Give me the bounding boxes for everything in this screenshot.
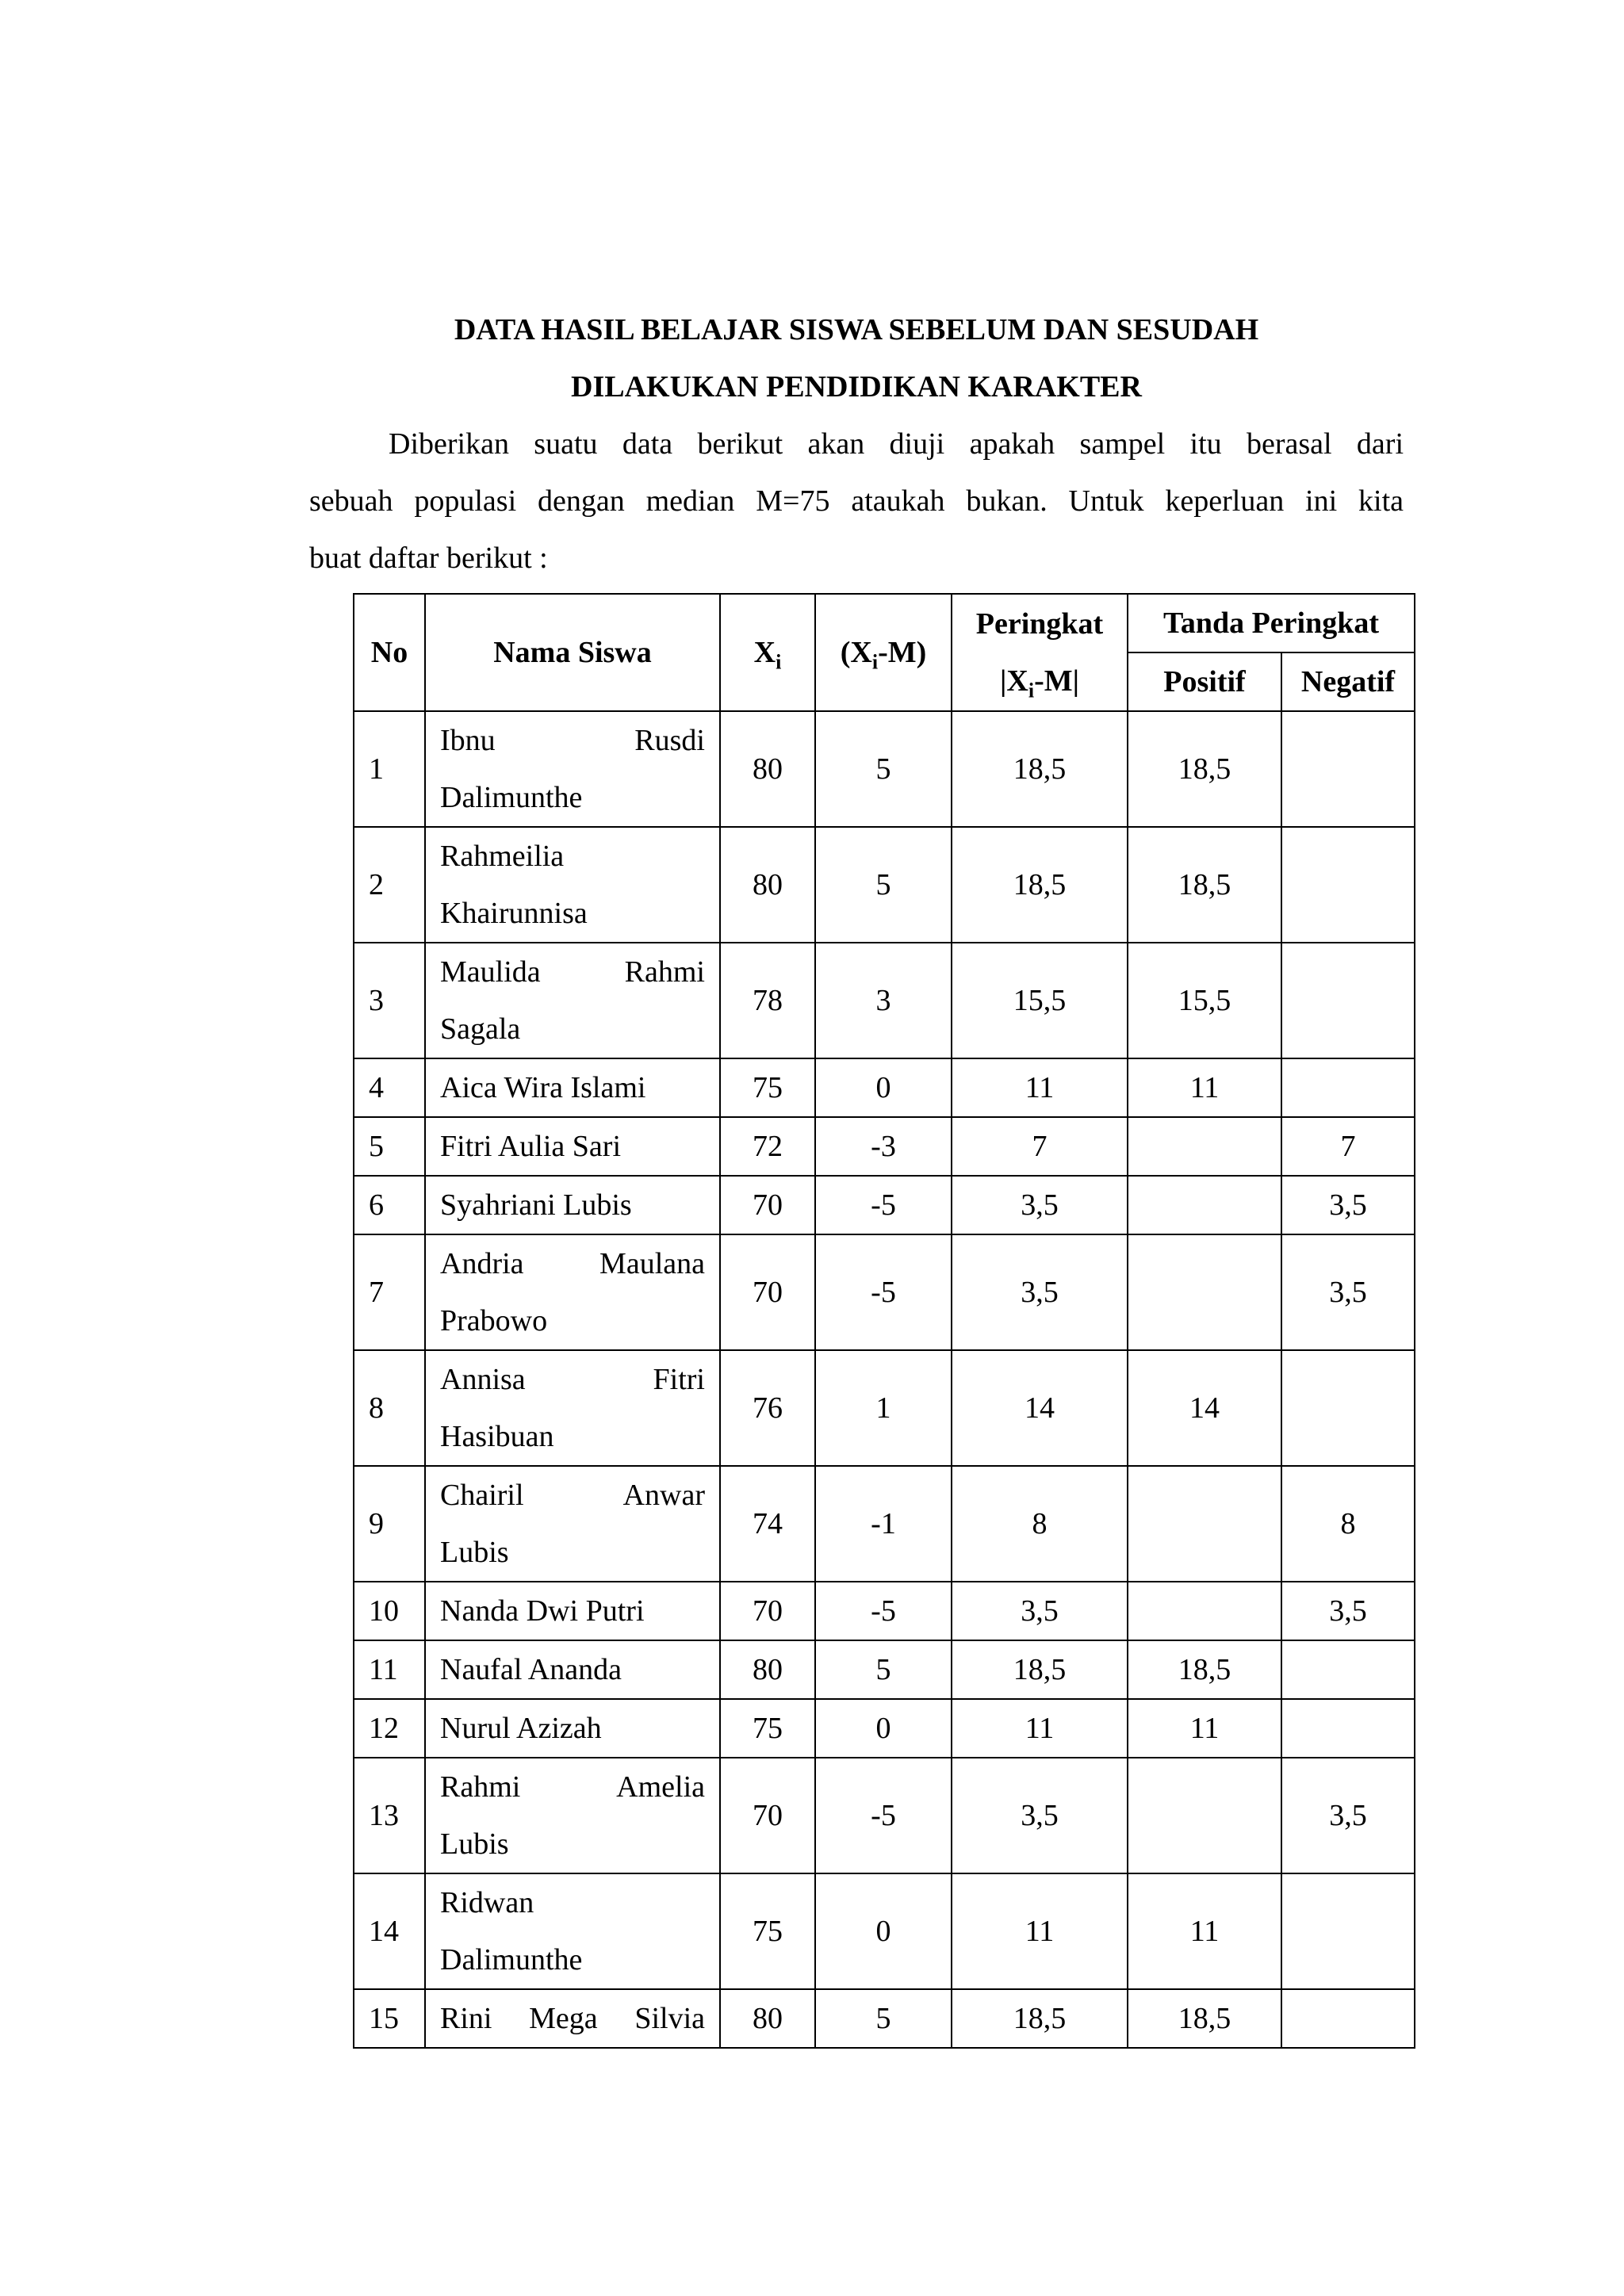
cell-negative: 3,5 bbox=[1281, 1234, 1415, 1350]
cell-no: 7 bbox=[354, 1234, 425, 1350]
cell-student-name bbox=[425, 711, 720, 827]
cell-no: 3 bbox=[354, 943, 425, 1058]
cell-rank: 18,5 bbox=[952, 711, 1128, 827]
cell-no: 12 bbox=[354, 1699, 425, 1758]
cell-student-name bbox=[425, 1873, 720, 1989]
table-row bbox=[354, 943, 1415, 1058]
cell-deviation: 0 bbox=[815, 1873, 952, 1989]
cell-student-name bbox=[425, 1350, 720, 1466]
table-row bbox=[354, 1758, 1415, 1873]
cell-positive bbox=[1128, 1117, 1281, 1176]
cell-xi: 80 bbox=[720, 1640, 815, 1699]
cell-xi: 78 bbox=[720, 943, 815, 1058]
cell-deviation: 5 bbox=[815, 711, 952, 827]
cell-xi: 70 bbox=[720, 1234, 815, 1350]
cell-rank: 14 bbox=[952, 1350, 1128, 1466]
cell-xi: 70 bbox=[720, 1582, 815, 1640]
cell-negative: 8 bbox=[1281, 1466, 1415, 1582]
student-name-line-2: Khairunnisa bbox=[440, 897, 588, 930]
header-no: No bbox=[354, 594, 425, 711]
cell-positive: 11 bbox=[1128, 1699, 1281, 1758]
student-name-line-2: Sagala bbox=[440, 1012, 521, 1046]
cell-xi: 75 bbox=[720, 1699, 815, 1758]
student-name-line-1: Annisa Fitri bbox=[440, 1363, 705, 1396]
cell-rank: 3,5 bbox=[952, 1176, 1128, 1234]
cell-student-name bbox=[425, 943, 720, 1058]
cell-positive: 18,5 bbox=[1128, 1989, 1281, 2048]
table-row bbox=[354, 827, 1415, 943]
student-name-line-1: Andria Maulana bbox=[440, 1247, 705, 1280]
cell-xi: 72 bbox=[720, 1117, 815, 1176]
cell-deviation: 5 bbox=[815, 827, 952, 943]
cell-xi: 70 bbox=[720, 1176, 815, 1234]
cell-student-name bbox=[425, 1466, 720, 1582]
cell-positive: 15,5 bbox=[1128, 943, 1281, 1058]
cell-student-name bbox=[425, 1582, 720, 1640]
cell-xi: 80 bbox=[720, 827, 815, 943]
cell-xi: 75 bbox=[720, 1058, 815, 1117]
cell-no: 1 bbox=[354, 711, 425, 827]
table-row bbox=[354, 1176, 1415, 1234]
cell-rank: 18,5 bbox=[952, 1640, 1128, 1699]
student-name-line-1: Ibnu Rusdi bbox=[440, 724, 705, 757]
table-row bbox=[354, 1350, 1415, 1466]
cell-positive: 14 bbox=[1128, 1350, 1281, 1466]
cell-rank: 8 bbox=[952, 1466, 1128, 1582]
cell-deviation: 0 bbox=[815, 1058, 952, 1117]
student-name-line-1: Maulida Rahmi bbox=[440, 955, 705, 989]
cell-rank: 3,5 bbox=[952, 1582, 1128, 1640]
table-row bbox=[354, 1466, 1415, 1582]
table-row bbox=[354, 1582, 1415, 1640]
cell-deviation: 1 bbox=[815, 1350, 952, 1466]
student-name-line-2: Lubis bbox=[440, 1536, 509, 1569]
cell-deviation: -3 bbox=[815, 1117, 952, 1176]
table-row bbox=[354, 1699, 1415, 1758]
cell-positive bbox=[1128, 1234, 1281, 1350]
table-row bbox=[354, 711, 1415, 827]
cell-student-name bbox=[425, 1758, 720, 1873]
header-rank: Peringkat $|X_i-M|$ bbox=[952, 594, 1128, 711]
cell-deviation: 5 bbox=[815, 1640, 952, 1699]
header-negative: Negatif bbox=[1281, 652, 1415, 711]
cell-student-name bbox=[425, 1234, 720, 1350]
cell-xi: 80 bbox=[720, 1989, 815, 2048]
cell-student-name bbox=[425, 1058, 720, 1117]
cell-no: 13 bbox=[354, 1758, 425, 1873]
cell-no: 11 bbox=[354, 1640, 425, 1699]
cell-deviation: -5 bbox=[815, 1582, 952, 1640]
student-name-line-2: Hasibuan bbox=[440, 1420, 554, 1453]
header-sign: Tanda Peringkat bbox=[1128, 594, 1415, 652]
cell-deviation: 0 bbox=[815, 1699, 952, 1758]
intro-line-2: sebuah populasi dengan median M=75 ataukah bukan. Untuk keperluan ini kita bbox=[309, 484, 1404, 518]
student-name-line-1: Rahmi Amelia bbox=[440, 1770, 705, 1804]
cell-negative bbox=[1281, 943, 1415, 1058]
document-title-line-1: DATA HASIL BELAJAR SISWA SEBELUM DAN SESUDAH bbox=[454, 313, 1259, 346]
cell-no: 8 bbox=[354, 1350, 425, 1466]
cell-negative: 3,5 bbox=[1281, 1582, 1415, 1640]
student-name-line-1: Aica Wira Islami bbox=[440, 1071, 646, 1104]
header-name: Nama Siswa bbox=[425, 594, 720, 711]
table-header bbox=[354, 594, 1415, 711]
table-row bbox=[354, 1873, 1415, 1989]
student-name-line-1: Rini Mega Silvia bbox=[440, 2002, 705, 2035]
student-name-line-1: Nanda Dwi Putri bbox=[440, 1594, 645, 1628]
cell-student-name bbox=[425, 1699, 720, 1758]
cell-rank: 7 bbox=[952, 1117, 1128, 1176]
cell-positive: 11 bbox=[1128, 1058, 1281, 1117]
cell-student-name bbox=[425, 1989, 720, 2048]
cell-student-name bbox=[425, 1640, 720, 1699]
cell-no: 2 bbox=[354, 827, 425, 943]
cell-xi: 70 bbox=[720, 1758, 815, 1873]
table-row bbox=[354, 1234, 1415, 1350]
header-positive: Positif bbox=[1128, 652, 1281, 711]
cell-student-name bbox=[425, 1117, 720, 1176]
cell-negative bbox=[1281, 1873, 1415, 1989]
cell-negative bbox=[1281, 1699, 1415, 1758]
cell-xi: 80 bbox=[720, 711, 815, 827]
cell-negative bbox=[1281, 711, 1415, 827]
cell-no: 4 bbox=[354, 1058, 425, 1117]
cell-negative bbox=[1281, 1640, 1415, 1699]
student-name-line-2: Prabowo bbox=[440, 1304, 548, 1337]
student-name-line-1: Naufal Ananda bbox=[440, 1653, 622, 1686]
intro-line-3: buat daftar berikut : bbox=[309, 541, 548, 575]
cell-positive bbox=[1128, 1176, 1281, 1234]
cell-no: 5 bbox=[354, 1117, 425, 1176]
cell-no: 10 bbox=[354, 1582, 425, 1640]
student-name-line-1: Nurul Azizah bbox=[440, 1712, 602, 1745]
cell-deviation: -5 bbox=[815, 1758, 952, 1873]
cell-deviation: 5 bbox=[815, 1989, 952, 2048]
cell-no: 15 bbox=[354, 1989, 425, 2048]
student-name-line-1: Rahmeilia bbox=[440, 840, 565, 873]
student-name-line-2: Dalimunthe bbox=[440, 781, 583, 814]
table-row bbox=[354, 1058, 1415, 1117]
cell-negative bbox=[1281, 1350, 1415, 1466]
cell-positive bbox=[1128, 1466, 1281, 1582]
cell-rank: 11 bbox=[952, 1699, 1128, 1758]
cell-student-name bbox=[425, 1176, 720, 1234]
cell-xi: 74 bbox=[720, 1466, 815, 1582]
table-row bbox=[354, 1640, 1415, 1699]
cell-positive bbox=[1128, 1582, 1281, 1640]
cell-student-name bbox=[425, 827, 720, 943]
student-name-line-2: Lubis bbox=[440, 1827, 509, 1861]
cell-rank: 15,5 bbox=[952, 943, 1128, 1058]
cell-deviation: 3 bbox=[815, 943, 952, 1058]
student-name-line-2: Dalimunthe bbox=[440, 1943, 583, 1976]
cell-negative bbox=[1281, 827, 1415, 943]
document-title-line-2: DILAKUKAN PENDIDIKAN KARAKTER bbox=[571, 370, 1142, 404]
cell-rank: 11 bbox=[952, 1873, 1128, 1989]
student-name-line-1: Fitri Aulia Sari bbox=[440, 1130, 621, 1163]
cell-negative: 3,5 bbox=[1281, 1176, 1415, 1234]
cell-deviation: -5 bbox=[815, 1234, 952, 1350]
cell-positive: 11 bbox=[1128, 1873, 1281, 1989]
cell-negative: 7 bbox=[1281, 1117, 1415, 1176]
cell-negative bbox=[1281, 1989, 1415, 2048]
student-name-line-1: Chairil Anwar bbox=[440, 1479, 705, 1512]
intro-paragraph bbox=[309, 415, 1404, 587]
cell-rank: 11 bbox=[952, 1058, 1128, 1117]
cell-rank: 3,5 bbox=[952, 1758, 1128, 1873]
header-deviation: $(X_i-M)$ bbox=[815, 594, 952, 711]
cell-no: 6 bbox=[354, 1176, 425, 1234]
header-xi: $X_i$ bbox=[720, 594, 815, 711]
intro-line-1: Diberikan suatu data berikut akan diuji apakah sampel itu berasal dari bbox=[389, 427, 1404, 461]
cell-deviation: -1 bbox=[815, 1466, 952, 1582]
table-body bbox=[354, 711, 1415, 2048]
table-row bbox=[354, 1989, 1415, 2048]
cell-positive: 18,5 bbox=[1128, 827, 1281, 943]
cell-no: 9 bbox=[354, 1466, 425, 1582]
student-name-line-1: Syahriani Lubis bbox=[440, 1188, 632, 1222]
cell-deviation: -5 bbox=[815, 1176, 952, 1234]
cell-rank: 3,5 bbox=[952, 1234, 1128, 1350]
student-results-table bbox=[353, 593, 1415, 2049]
cell-rank: 18,5 bbox=[952, 1989, 1128, 2048]
cell-xi: 76 bbox=[720, 1350, 815, 1466]
cell-positive bbox=[1128, 1758, 1281, 1873]
cell-negative bbox=[1281, 1058, 1415, 1117]
cell-xi: 75 bbox=[720, 1873, 815, 1989]
cell-negative: 3,5 bbox=[1281, 1758, 1415, 1873]
student-name-line-1: Ridwan bbox=[440, 1886, 534, 1919]
cell-no: 14 bbox=[354, 1873, 425, 1989]
cell-positive: 18,5 bbox=[1128, 1640, 1281, 1699]
table-row bbox=[354, 1117, 1415, 1176]
cell-positive: 18,5 bbox=[1128, 711, 1281, 827]
cell-rank: 18,5 bbox=[952, 827, 1128, 943]
